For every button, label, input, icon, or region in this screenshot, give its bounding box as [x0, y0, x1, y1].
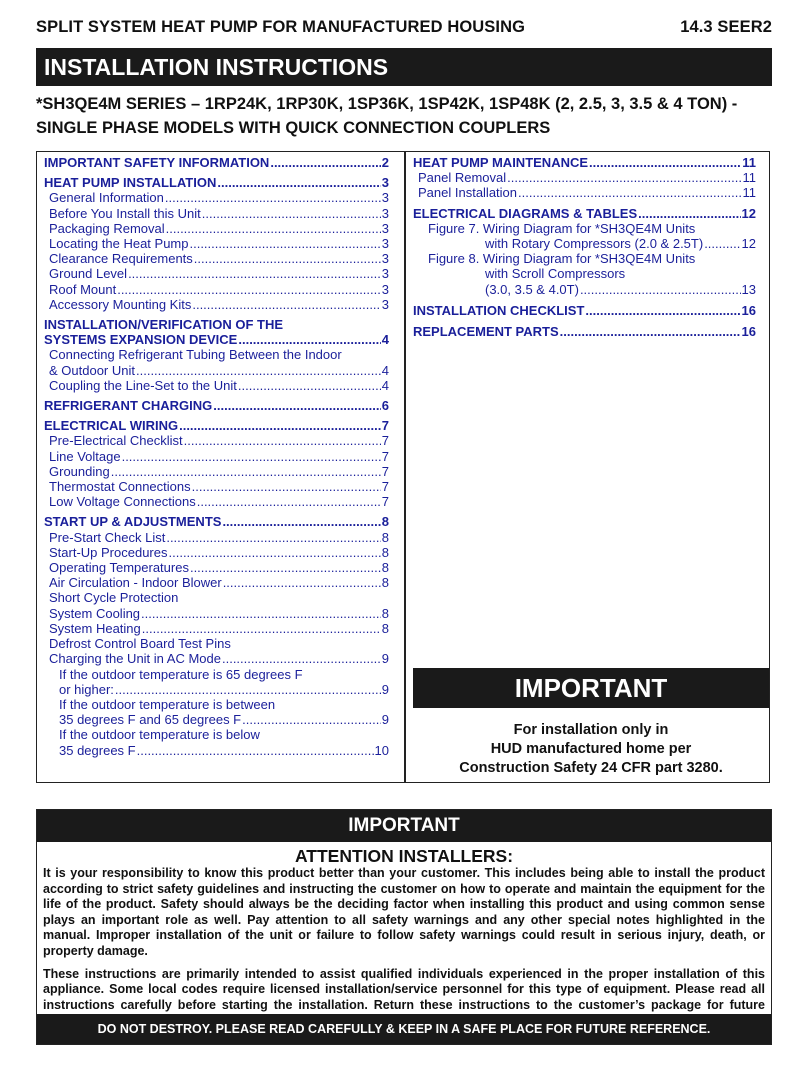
toc-entry[interactable]: Grounding ..... 7 — [44, 464, 389, 479]
toc-entry[interactable]: with Scroll Compressors — [485, 266, 626, 282]
toc-entry[interactable]: HEAT PUMP MAINTENANCE ..... 11 — [413, 155, 756, 170]
toc-entry[interactable]: Before You Install this Unit ..... 3 — [44, 206, 389, 221]
toc-entry[interactable]: REFRIGERANT CHARGING ..... 6 — [44, 398, 389, 413]
toc-entry[interactable]: ELECTRICAL WIRING ..... 7 — [44, 418, 389, 433]
toc-entry[interactable]: Thermostat Connections ..... 7 — [44, 479, 389, 494]
toc-entry[interactable]: or higher: ..... 9 — [44, 682, 389, 697]
toc-entry[interactable]: Accessory Mounting Kits ..... 3 — [44, 297, 389, 312]
toc-entry[interactable]: Figure 8. Wiring Diagram for *SH3QE4M Units — [428, 251, 696, 267]
toc-entry[interactable]: 35 degrees F ..... 10 — [44, 743, 389, 758]
toc-divider — [404, 151, 406, 783]
toc-entry[interactable]: (3.0, 3.5 & 4.0T) ..... 13 — [413, 282, 756, 297]
qualified-personnel-paragraph: These instructions are primarily intended to assist qualified individuals experienced in the proper installation of this appliance. Some local codes require licensed installation/service personnel for this type of equipment. Please read all instructions carefully before starting the installation. Return these instructions to the customer’s package for future — [43, 966, 765, 1012]
subtitle-line-2: SINGLE PHASE MODELS WITH QUICK CONNECTION COUPLERS — [36, 119, 551, 137]
toc-right-column — [413, 155, 756, 339]
toc-entry[interactable]: Low Voltage Connections ..... 7 — [44, 494, 389, 509]
toc-entry[interactable]: General Information ..... 3 — [44, 190, 389, 205]
toc-entry[interactable]: Line Voltage ..... 7 — [44, 449, 389, 464]
toc-entry[interactable]: Pre-Start Check List ..... 8 — [44, 530, 389, 545]
installer-important-notice — [36, 809, 772, 1045]
toc-entry[interactable]: Short Cycle Protection — [49, 590, 179, 606]
toc-entry[interactable]: & Outdoor Unit ..... 4 — [44, 363, 389, 378]
toc-entry[interactable]: Charging the Unit in AC Mode ..... 9 — [44, 651, 389, 666]
toc-entry[interactable]: Locating the Heat Pump ..... 3 — [44, 236, 389, 251]
toc-entry[interactable]: START UP & ADJUSTMENTS ..... 8 — [44, 514, 389, 529]
toc-entry[interactable]: Roof Mount ..... 3 — [44, 282, 389, 297]
toc-entry[interactable]: with Rotary Compressors (2.0 & 2.5T) ..... 12 — [413, 236, 756, 251]
toc-entry[interactable]: Coupling the Line-Set to the Unit ..... 4 — [44, 378, 389, 393]
subtitle-line-1: *SH3QE4M SERIES – 1RP24K, 1RP30K, 1SP36K, 1SP42K, 1SP48K (2, 2.5, 3, 3.5 & 4 TON) - — [36, 95, 738, 113]
toc-entry[interactable]: Pre-Electrical Checklist ..... 7 — [44, 433, 389, 448]
toc-entry[interactable]: 35 degrees F and 65 degrees F ..... 9 — [44, 712, 389, 727]
toc-entry[interactable]: Figure 7. Wiring Diagram for *SH3QE4M Units — [428, 220, 696, 236]
important-body — [413, 708, 769, 778]
toc-left-column — [44, 155, 389, 758]
responsibility-paragraph: It is your responsibility to know this product better than your customer. This includes being able to install the product according to strict safety guidelines and instructing the customer on how to operate and maintain the equipment for the life of the product. Safety should always be the deciding factor when installing this product and using common sense plays an important role as well. Pay attention to all safety warnings and any other special notes highlighted in the manual. Improper installation of the unit or failure to follow safety warnings could result in serious injury, death, or property damage. — [43, 866, 765, 958]
toc-entry[interactable]: If the outdoor temperature is 65 degrees F — [59, 666, 303, 682]
model-subtitle — [36, 92, 781, 140]
toc-entry[interactable]: System Heating ..... 8 — [44, 621, 389, 636]
toc-entry[interactable]: REPLACEMENT PARTS ..... 16 — [413, 324, 756, 339]
page-title: INSTALLATION INSTRUCTIONS — [36, 48, 772, 86]
header-product-type: SPLIT SYSTEM HEAT PUMP FOR MANUFACTURED HOUSING — [36, 17, 526, 36]
attention-installers-heading: ATTENTION INSTALLERS: — [294, 846, 514, 866]
toc-entry[interactable]: INSTALLATION CHECKLIST ..... 16 — [413, 303, 756, 318]
important-line-2: HUD manufactured home per — [490, 741, 692, 757]
toc-entry[interactable]: Clearance Requirements ..... 3 — [44, 251, 389, 266]
top-header — [36, 14, 772, 40]
toc-entry[interactable]: Operating Temperatures ..... 8 — [44, 560, 389, 575]
toc-entry[interactable]: Start-Up Procedures ..... 8 — [44, 545, 389, 560]
important-line-3: Construction Safety 24 CFR part 3280. — [459, 760, 723, 776]
toc-entry[interactable]: Air Circulation - Indoor Blower ..... 8 — [44, 575, 389, 590]
hud-important-notice — [413, 668, 769, 782]
toc-entry[interactable]: INSTALLATION/VERIFICATION OF THE — [44, 317, 284, 333]
toc-entry[interactable]: Panel Installation ..... 11 — [413, 185, 756, 200]
header-seer-rating: 14.3 SEER2 — [680, 17, 772, 36]
toc-entry[interactable]: Panel Removal ..... 11 — [413, 170, 756, 185]
toc-entry[interactable]: Packaging Removal ..... 3 — [44, 221, 389, 236]
toc-entry[interactable]: ELECTRICAL DIAGRAMS & TABLES ..... 12 — [413, 206, 756, 221]
toc-entry[interactable]: IMPORTANT SAFETY INFORMATION ..... 2 — [44, 155, 389, 170]
toc-entry[interactable]: System Cooling ..... 8 — [44, 606, 389, 621]
toc-entry[interactable]: Defrost Control Board Test Pins — [49, 636, 231, 652]
toc-entry[interactable]: Connecting Refrigerant Tubing Between the Indoor — [49, 347, 342, 363]
toc-entry[interactable]: If the outdoor temperature is between — [59, 696, 276, 712]
important-heading: IMPORTANT — [413, 668, 769, 708]
toc-entry[interactable]: HEAT PUMP INSTALLATION ..... 3 — [44, 175, 389, 190]
do-not-destroy-banner: DO NOT DESTROY. PLEASE READ CAREFULLY & KEEP IN A SAFE PLACE FOR FUTURE REFERENCE. — [37, 1014, 771, 1044]
toc-entry[interactable]: SYSTEMS EXPANSION DEVICE ..... 4 — [44, 332, 389, 347]
important-line-1: For installation only in — [513, 722, 669, 738]
important-heading: IMPORTANT — [37, 810, 771, 842]
toc-entry[interactable]: Ground Level ..... 3 — [44, 266, 389, 281]
toc-entry[interactable]: If the outdoor temperature is below — [59, 727, 260, 743]
